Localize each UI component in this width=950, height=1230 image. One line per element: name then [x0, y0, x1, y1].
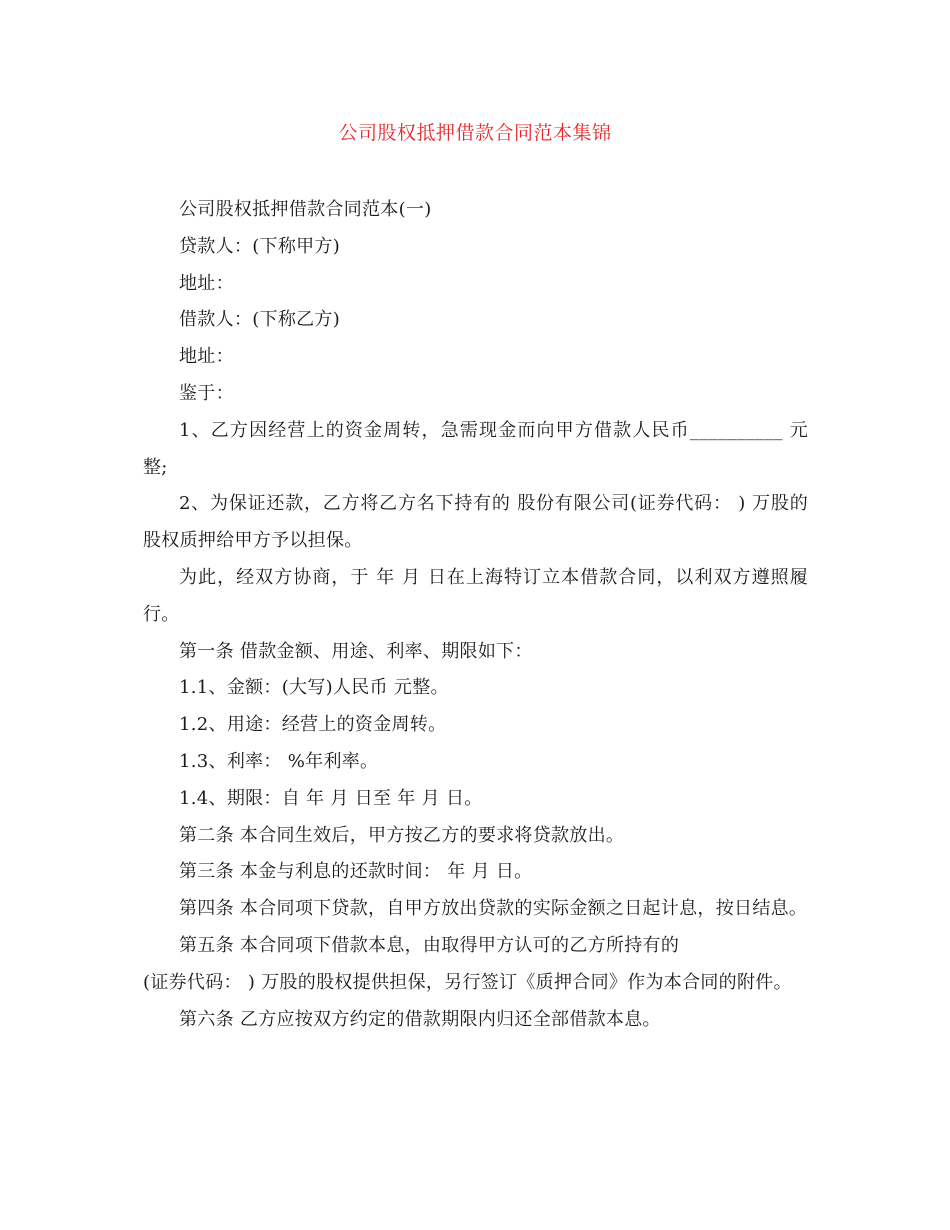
paragraph-whereas-2: 2、为保证还款，乙方将乙方名下持有的 股份有限公司(证券代码： ) 万股的股权质押给甲方予以担保。: [143, 493, 808, 552]
paragraph-clause-1-3: 1.3、利率： %年利率。: [179, 750, 379, 772]
paragraph-preamble: 为此，经双方协商，于 年 月 日在上海特订立本借款合同，以利双方遵照履行。: [143, 566, 808, 625]
paragraph-article-5: 第五条 本合同项下借款本息，由取得甲方认可的乙方所持有的: [179, 934, 680, 956]
paragraph-lender: 贷款人：(下称甲方): [179, 235, 341, 257]
paragraph-borrower: 借款人：(下称乙方): [179, 309, 341, 331]
document-title: 公司股权抵押借款合同范本集锦: [338, 122, 612, 144]
paragraph-clause-1-2: 1.2、用途：经营上的资金周转。: [179, 714, 447, 736]
paragraph-article-2: 第二条 本合同生效后，甲方按乙方的要求将贷款放出。: [179, 824, 625, 846]
document-body: [143, 192, 808, 1038]
paragraph-whereas-1: 1、乙方因经营上的资金周转，急需现金而向甲方借款人民币__________ 元整;: [143, 419, 808, 478]
paragraph-lender-address: 地址：: [179, 272, 234, 294]
paragraph-clause-1-4: 1.4、期限：自 年 月 日至 年 月 日。: [179, 787, 483, 809]
paragraph-article-6: 第六条 乙方应按双方约定的借款期限内归还全部借款本息。: [179, 1008, 661, 1030]
paragraph-whereas: 鉴于：: [179, 382, 234, 404]
paragraph-borrower-address: 地址：: [179, 346, 234, 368]
paragraph-article-1: 第一条 借款金额、用途、利率、期限如下：: [179, 640, 533, 662]
paragraph-contract-heading: 公司股权抵押借款合同范本(一): [179, 199, 432, 220]
paragraph-article-3: 第三条 本金与利息的还款时间： 年 月 日。: [179, 861, 533, 883]
paragraph-clause-1-1: 1.1、金额：(大写)人民币 元整。: [179, 677, 449, 699]
paragraph-article-4: 第四条 本合同项下贷款，自甲方放出贷款的实际金额之日起计息，按日结息。: [179, 898, 808, 920]
paragraph-article-5-cont: (证券代码： ) 万股的股权提供担保，另行签订《质押合同》作为本合同的附件。: [143, 971, 792, 993]
